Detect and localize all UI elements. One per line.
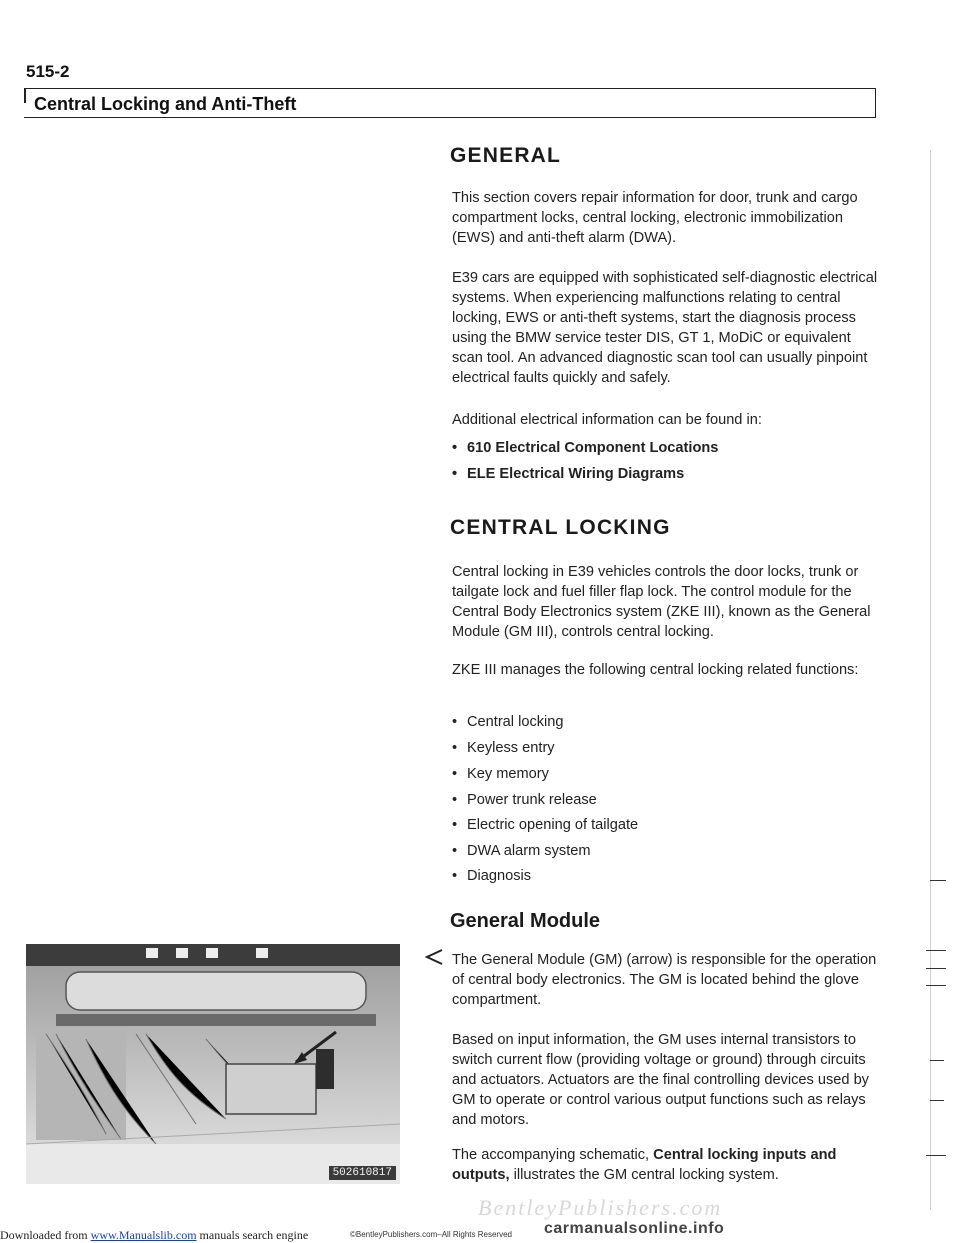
function-item: • DWA alarm system: [452, 843, 591, 859]
carmanuals-watermark: carmanualsonline.info: [544, 1220, 725, 1237]
pointer-arrow-icon: [424, 948, 444, 966]
function-item: • Central locking: [452, 714, 564, 730]
general-module-para-3: The accompanying schematic, Central locking inputs and outputs, illustrates the GM central locking system.: [452, 1147, 837, 1183]
central-locking-para-2: ZKE III manages the following central locking related functions:: [452, 662, 859, 678]
photo-reference-number: 502610817: [329, 1166, 396, 1180]
glove-box-photo-illustration: [26, 944, 400, 1184]
publisher-watermark: BentleyPublishers.com: [478, 1195, 723, 1220]
general-para-3: Additional electrical information can be found in:: [452, 412, 762, 428]
general-para-1: This section covers repair information for door, trunk and cargo compartment locks, central locking, electronic immobilization (EWS) and anti-theft alarm (DWA).: [452, 190, 858, 246]
margin-tick: [930, 1060, 944, 1061]
central-locking-para-1: Central locking in E39 vehicles controls the door locks, trunk or tailgate lock and fuel filler flap lock. The control module for the Central Body Electronics system (ZKE III), known as the General Module (GM III), controls central locking.: [452, 564, 871, 640]
general-para-2: E39 cars are equipped with sophisticated self-diagnostic electrical systems. When experiencing malfunctions relating to central locking, EWS or anti-theft systems, start the diagnosis process using the BMW service tester DIS, GT 1, MoDiC or equivalent scan tool. An advanced diagnostic scan tool can usually pinpoint electrical faults quickly and safely.: [452, 270, 878, 386]
margin-tick: [930, 1100, 944, 1101]
copyright-notice: ©BentleyPublishers.com–All Rights Reserved: [350, 1230, 512, 1239]
manualslib-link[interactable]: www.Manualslib.com: [90, 1228, 197, 1242]
function-item: • Keyless entry: [452, 740, 555, 756]
general-module-para-1: The General Module (GM) (arrow) is responsible for the operation of central body electronics. The GM is located behind the glove compartment.: [452, 952, 877, 1008]
general-module-heading: General Module: [450, 910, 601, 932]
function-item: • Electric opening of tailgate: [452, 817, 639, 833]
central-locking-heading: CENTRAL LOCKING: [450, 516, 671, 539]
download-footer: Downloaded from www.Manualslib.com manuals search engine: [0, 1228, 309, 1242]
general-module-photo: [26, 944, 400, 1184]
margin-rule: [930, 150, 931, 1210]
margin-tick: [926, 985, 946, 986]
reference-item[interactable]: • ELE Electrical Wiring Diagrams: [452, 466, 685, 482]
function-item: • Key memory: [452, 766, 549, 782]
function-item: • Power trunk release: [452, 792, 597, 808]
section-title: Central Locking and Anti-Theft: [34, 94, 297, 114]
margin-tick: [926, 950, 946, 951]
section-header: [24, 88, 876, 118]
general-heading: GENERAL: [450, 144, 562, 167]
margin-tick: [926, 968, 946, 969]
page-number: 515-2: [26, 62, 70, 81]
reference-item[interactable]: • 610 Electrical Component Locations: [452, 440, 719, 456]
function-item: • Diagnosis: [452, 868, 532, 884]
margin-tick: [930, 880, 946, 881]
margin-tick: [926, 1155, 946, 1156]
general-module-para-2: Based on input information, the GM uses internal transistors to switch current flow (providing voltage or ground) through circuits and actuators. Actuators are the final controlling devices used by GM to operate or control various output functions such as relays and motors.: [452, 1032, 869, 1128]
